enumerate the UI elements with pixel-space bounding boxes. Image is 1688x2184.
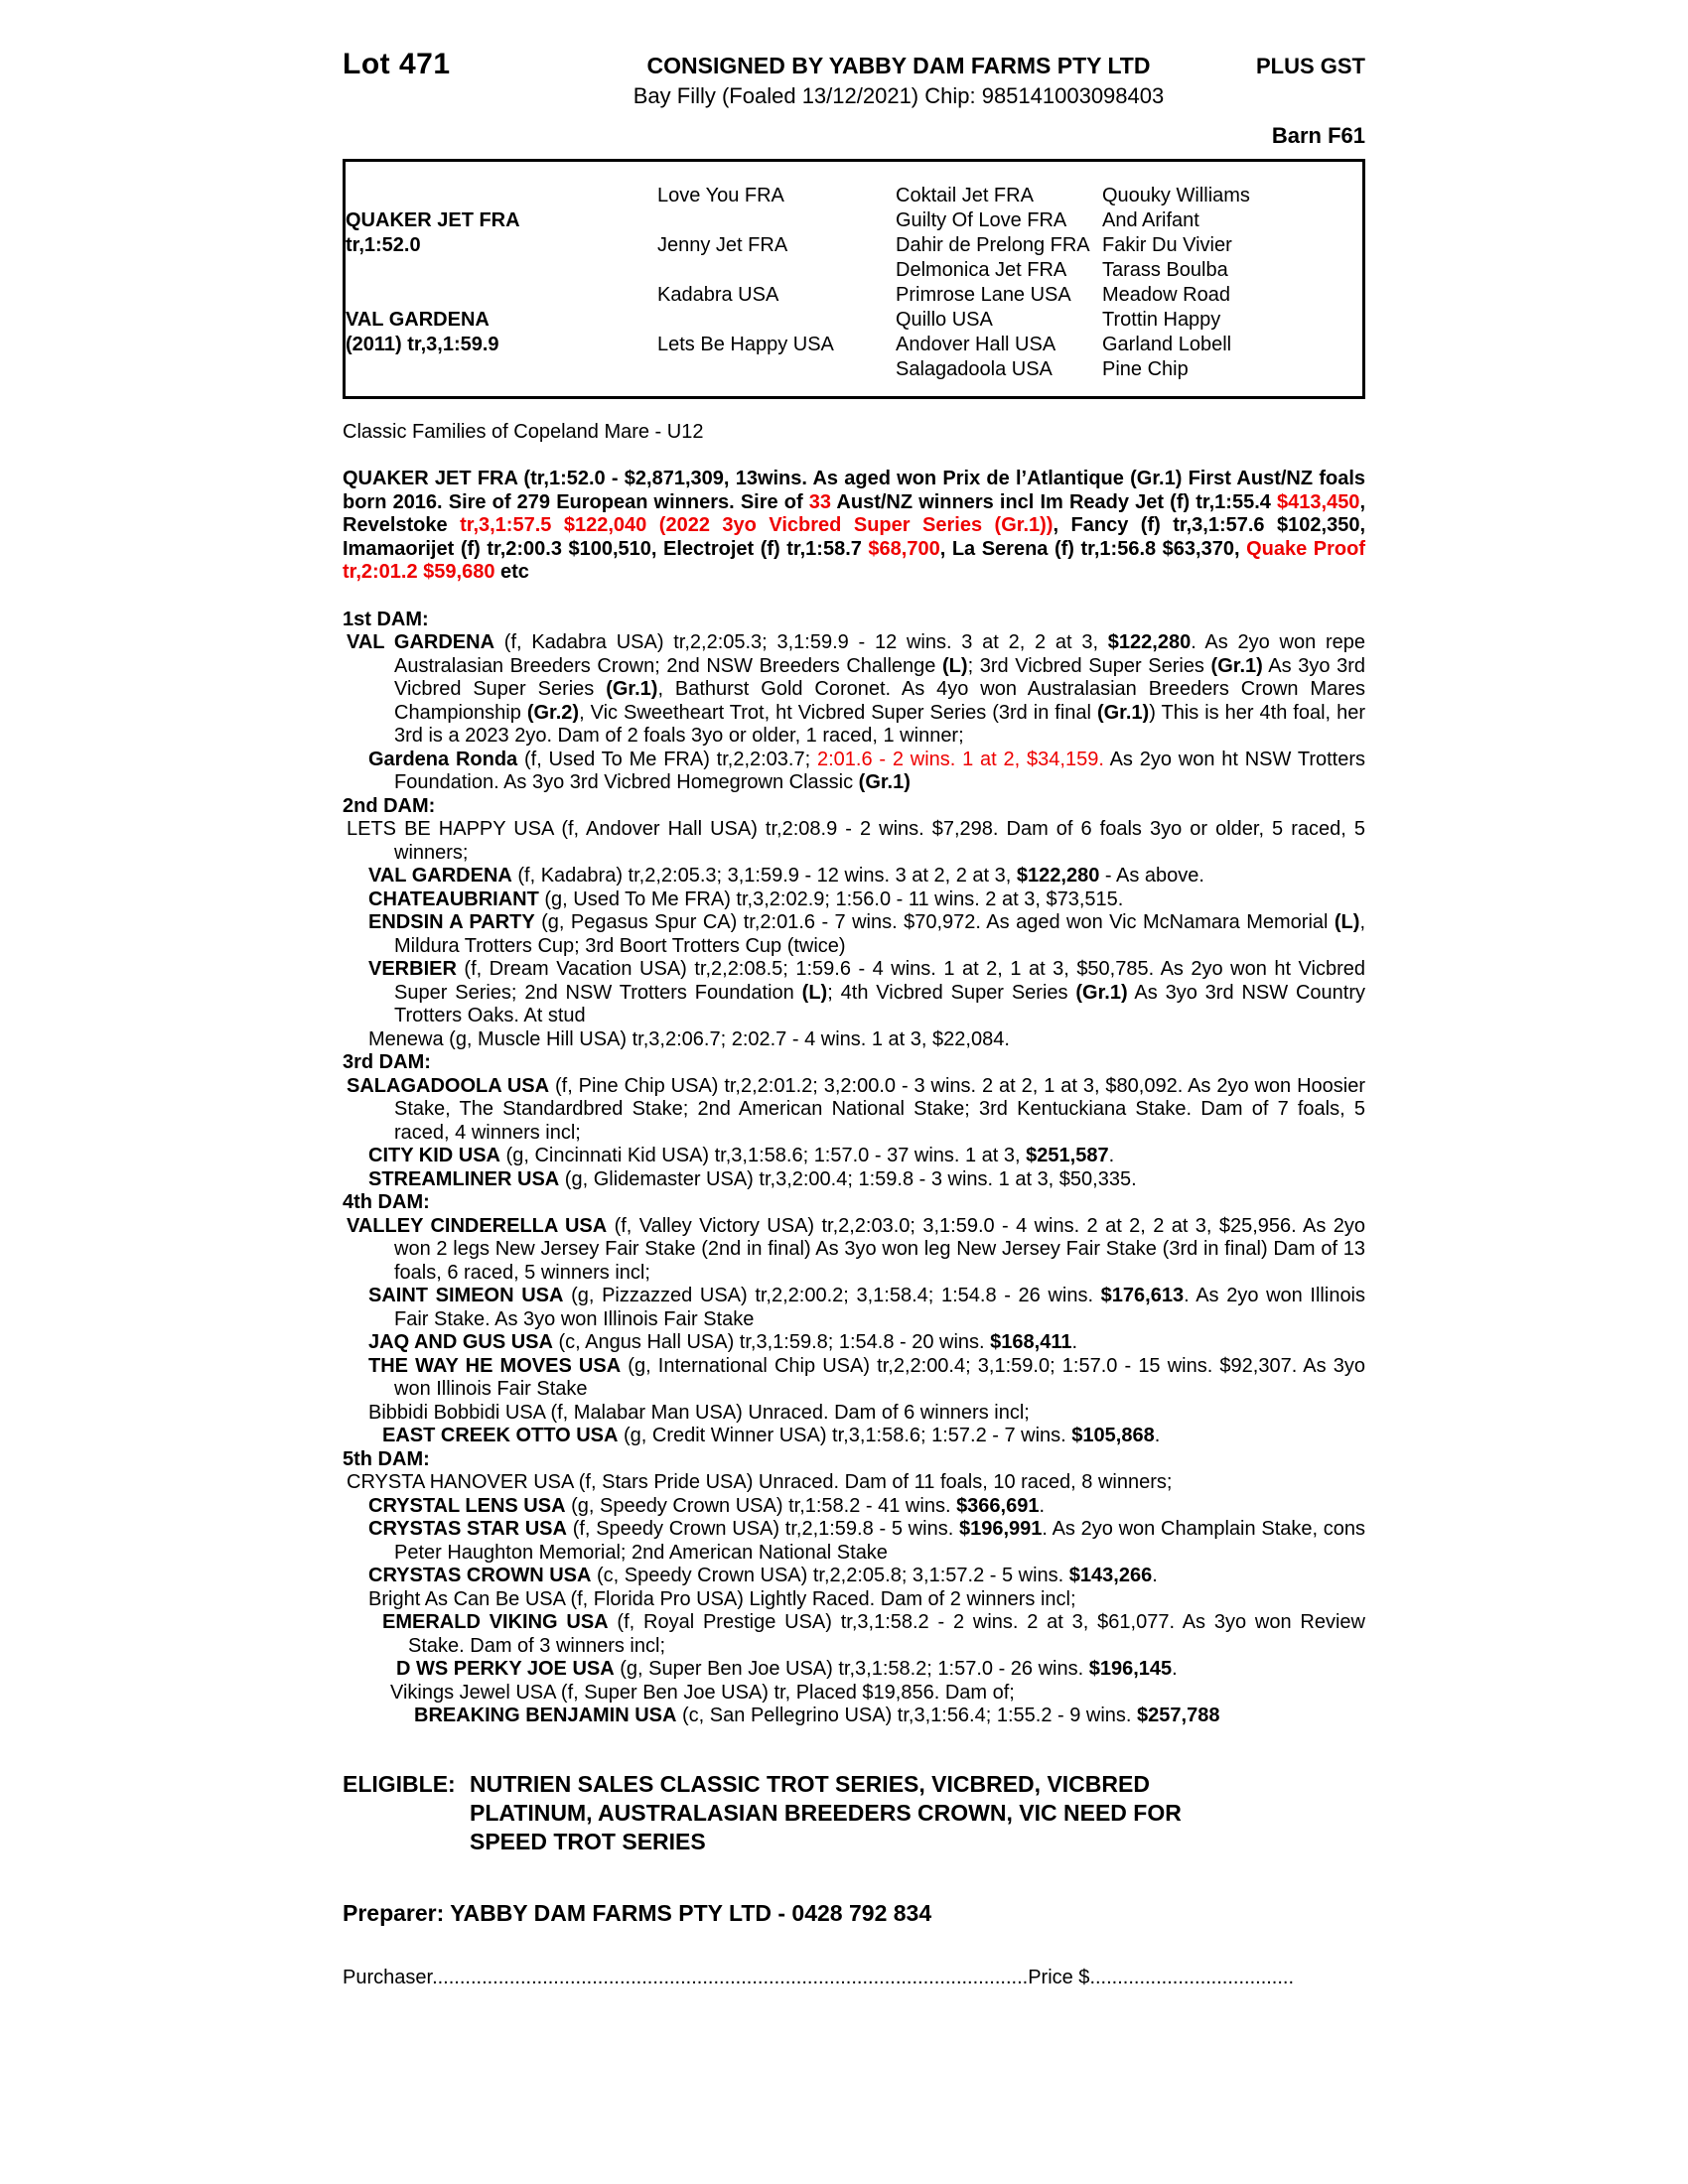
- pedigree-cell: Meadow Road: [1102, 284, 1230, 306]
- eligible-line: SPEED TROT SERIES: [470, 1828, 706, 1854]
- dam4-heading: 4th DAM:: [343, 1191, 430, 1213]
- dam5-heading: 5th DAM:: [343, 1447, 430, 1470]
- pedigree-table-body: [346, 184, 1362, 382]
- menewa-produce: Menewa (g, Muscle Hill USA) tr,3,2:06.7; 2:02.7 - 4 wins. 1 at 3, $22,084.: [368, 1027, 1010, 1050]
- crystas-star-produce: CRYSTAS STAR USA (f, Speedy Crown USA) tr,2,1:59.8 - 5 wins. $196,991. As 2yo won Champlain Stake, cons Peter Haughton Memorial; 2nd American National Stake: [368, 1518, 1366, 1564]
- pedigree-cell: Delmonica Jet FRA: [896, 259, 1067, 281]
- verbier-produce: VERBIER (f, Dream Vacation USA) tr,2,2:08.5; 1:59.6 - 4 wins. 1 at 2, 1 at 3, $50,785. As 2yo won ht Vicbred Super Series; 2nd NSW Trotters Foundation (L); 4th Vicbred Super Series (Gr.1) As 3yo 3rd NSW Country Trotters Oaks. At stud: [368, 958, 1365, 1026]
- the-way-he-moves-produce: THE WAY HE MOVES USA (g, International Chip USA) tr,2,2:00.4; 3,1:59.0; 1:57.0 - 15 wins. $92,307. As 3yo won Illinois Fair Stake: [368, 1354, 1365, 1400]
- pedigree-cell: Andover Hall USA: [896, 334, 1056, 355]
- val-gardena-entry: VAL GARDENA (f, Kadabra USA) tr,2,2:05.3; 3,1:59.9 - 12 wins. 3 at 2, 2 at 3, $122,280. As 2yo won repe Australasian Breeders Crown; 2nd NSW Breeders Challenge (L); 3rd Vicbred Super Series (Gr.1) As 3yo 3rd Vicbred Super Series (Gr.1), Bathurst Gold Coronet. As 4yo won Australasian Breeders Crown Mares Championship (Gr.2), Vic Sweetheart Trot, ht Vicbred Super Series (3rd in final (Gr.1)) This is her 4th foal, her 3rd is a 2023 2yo. Dam of 2 foals 3yo or older, 1 raced, 1 winner;: [347, 631, 1366, 747]
- pedigree-cell: Guilty Of Love FRA: [896, 209, 1067, 231]
- plus-gst-label: PLUS GST: [1255, 54, 1365, 78]
- pedigree-cell: Quouky Williams: [1102, 185, 1250, 206]
- crysta-hanover-entry: CRYSTA HANOVER USA (f, Stars Pride USA) Unraced. Dam of 11 foals, 10 raced, 8 winners;: [347, 1471, 1173, 1493]
- pedigree-cell: Love You FRA: [657, 185, 784, 206]
- saint-simeon-produce: SAINT SIMEON USA (g, Pizzazzed USA) tr,2,2:00.2; 3,1:58.4; 1:54.8 - 26 wins. $176,613. As 2yo won Illinois Fair Stake. As 3yo won Illinois Fair Stake: [368, 1285, 1366, 1330]
- pedigree-cell: Coktail Jet FRA: [896, 185, 1034, 206]
- pedigree-cell: [657, 357, 896, 382]
- pedigree-cell: VAL GARDENA: [346, 309, 490, 331]
- pedigree-cell: Lets Be Happy USA: [657, 334, 834, 355]
- pedigree-cell: Jenny Jet FRA: [657, 234, 788, 256]
- pedigree-row: [346, 258, 1362, 283]
- vikings-jewel-produce: Vikings Jewel USA (f, Super Ben Joe USA) tr, Placed $19,856. Dam of;: [390, 1681, 1015, 1704]
- pedigree-cell: Dahir de Prelong FRA: [896, 234, 1090, 256]
- header-line2: [343, 83, 1365, 109]
- salagadoola-entry: SALAGADOOLA USA (f, Pine Chip USA) tr,2,2:01.2; 3,2:00.0 - 3 wins. 2 at 2, 1 at 3, $80,092. As 2yo won Hoosier Stake, The Standardbred Stake; 2nd American National Stake; 3rd Kentuckiana Stake. Dam of 7 foals, 5 raced, 4 winners incl;: [347, 1074, 1366, 1144]
- pedigree-row: [346, 233, 1362, 258]
- crystas-crown-produce: CRYSTAS CROWN USA (c, Speedy Crown USA) tr,2,2:05.8; 3,1:57.2 - 5 wins. $143,266.: [368, 1565, 1158, 1586]
- pedigree-cell: [657, 308, 896, 333]
- breaking-benjamin-produce: BREAKING BENJAMIN USA (c, San Pellegrino USA) tr,3,1:56.4; 1:55.2 - 9 wins. $257,788: [414, 1705, 1220, 1726]
- pedigree-cell: (2011) tr,3,1:59.9: [346, 334, 499, 355]
- eligible-line: NUTRIEN SALES CLASSIC TROT SERIES, VICBRED, VICBRED: [470, 1770, 1150, 1797]
- pedigree-cell: And Arifant: [1102, 209, 1199, 231]
- barn-label: Barn F61: [1271, 123, 1365, 148]
- price-label: Price $: [1028, 1966, 1090, 1988]
- pedigree-table-frame: [343, 159, 1365, 399]
- consignor-title: CONSIGNED BY YABBY DAM FARMS PTY LTD: [646, 53, 1151, 78]
- purchaser-fill-line: ............................................................................................................: [432, 1966, 1029, 1988]
- pedigree-row: [346, 333, 1362, 357]
- pedigree-cell: Primrose Lane USA: [896, 284, 1071, 306]
- pedigree-row: [346, 208, 1362, 233]
- pedigree-cell: Trottin Happy: [1102, 309, 1221, 331]
- family-classification: Classic Families of Copeland Mare - U12: [343, 421, 704, 443]
- pedigree-cell: [657, 208, 896, 233]
- streamliner-produce: STREAMLINER USA (g, Glidemaster USA) tr,3,2:00.4; 1:59.8 - 3 wins. 1 at 3, $50,335.: [368, 1167, 1137, 1190]
- pedigree-cell: [657, 258, 896, 283]
- pedigree-cell: Tarass Boulba: [1102, 259, 1228, 281]
- pedigree-cell: Quillo USA: [896, 309, 993, 331]
- preparer-line: Preparer: YABBY DAM FARMS PTY LTD - 0428 792 834: [343, 1899, 932, 1926]
- purchaser-label: Purchaser: [343, 1966, 433, 1988]
- price-fill-line: .....................................: [1089, 1966, 1295, 1988]
- eligible-block: [343, 1770, 1365, 1856]
- pedigree-row: [346, 357, 1362, 382]
- pedigree-row: [346, 184, 1362, 208]
- bright-as-can-be-produce: Bright As Can Be USA (f, Florida Pro USA) Lightly Raced. Dam of 2 winners incl;: [368, 1587, 1076, 1610]
- valley-cinderella-entry: VALLEY CINDERELLA USA (f, Valley Victory USA) tr,2,2:03.0; 3,1:59.0 - 4 wins. 2 at 2, 2 at 3, $25,956. As 2yo won 2 legs New Jersey Fair Stake (2nd in final) As 3yo won leg New Jersey Fair Stake (3rd in final) Dam of 13 foals, 6 raced, 5 winners incl;: [347, 1214, 1365, 1284]
- lot-number: Lot 471: [343, 48, 451, 80]
- pedigree-cell: Garland Lobell: [1102, 334, 1232, 355]
- city-kid-produce: CITY KID USA (g, Cincinnati Kid USA) tr,3,1:58.6; 1:57.0 - 37 wins. 1 at 3, $251,587.: [368, 1145, 1115, 1166]
- pedigree-cell: Pine Chip: [1102, 358, 1189, 380]
- pedigree-cell: [346, 283, 657, 308]
- dam3-heading: 3rd DAM:: [343, 1051, 431, 1073]
- chateaubriant-produce: CHATEAUBRIANT (g, Used To Me FRA) tr,3,2:02.9; 1:56.0 - 11 wins. 2 at 3, $73,515.: [368, 887, 1124, 910]
- pedigree-cell: QUAKER JET FRA: [346, 209, 520, 231]
- pedigree-cell: [346, 258, 657, 283]
- gardena-ronda-produce: Gardena Ronda (f, Used To Me FRA) tr,2,2:03.7; 2:01.6 - 2 wins. 1 at 2, $34,159. As 2yo won ht NSW Trotters Foundation. As 3yo 3rd Vicbred Homegrown Classic (Gr.1): [368, 748, 1365, 793]
- d-ws-perky-joe-produce: D WS PERKY JOE USA (g, Super Ben Joe USA) tr,3,1:58.2; 1:57.0 - 26 wins. $196,145.: [396, 1658, 1178, 1680]
- pedigree-cell: tr,1:52.0: [346, 234, 421, 256]
- dam2-heading: 2nd DAM:: [343, 794, 436, 817]
- pedigree-row: [346, 308, 1362, 333]
- header: [343, 48, 1365, 81]
- eligible-line: PLATINUM, AUSTRALASIAN BREEDERS CROWN, VIC NEED FOR: [470, 1799, 1182, 1826]
- eligible-lines: [470, 1770, 1182, 1856]
- horse-description: Bay Filly (Foaled 13/12/2021) Chip: 985141003098403: [633, 83, 1165, 108]
- pedigree-body: [343, 468, 1365, 1728]
- pedigree-row: [346, 283, 1362, 308]
- pedigree-cell: Fakir Du Vivier: [1102, 234, 1232, 256]
- pedigree-table: [346, 184, 1362, 382]
- emerald-viking-produce: EMERALD VIKING USA (f, Royal Prestige USA) tr,3,1:58.2 - 2 wins. 2 at 3, $61,077. As 3yo won Review Stake. Dam of 3 winners incl;: [382, 1611, 1365, 1657]
- endsin-a-party-produce: ENDSIN A PARTY (g, Pegasus Spur CA) tr,2:01.6 - 7 wins. $70,972. As aged won Vic McNamara Memorial (L), Mildura Trotters Cup; 3rd Boort Trotters Cup (twice): [368, 911, 1365, 957]
- eligible-label: ELIGIBLE:: [343, 1770, 456, 1797]
- east-creek-otto-produce: EAST CREEK OTTO USA (g, Credit Winner USA) tr,3,1:58.6; 1:57.2 - 7 wins. $105,868.: [382, 1425, 1161, 1446]
- sire-paragraph: QUAKER JET FRA (tr,1:52.0 - $2,871,309, 13wins. As aged won Prix de l’Atlantique (Gr.1) First Aust/NZ foals born 2016. Sire of 279 European winners. Sire of 33 Aust/NZ winners incl Im Ready Jet (f) tr,1:55.4 $413,450, Revelstoke tr,3,1:57.5 $122,040 (2022 3yo Vicbred Super Series (Gr.1)), Fancy (f) tr,3,1:57.6 $102,350, Imamaorijet (f) tr,2:00.3 $100,510, Electrojet (f) tr,1:58.7 $68,700, La Serena (f) tr,1:56.8 $63,370, Quake Proof tr,2:01.2 $59,680 etc: [343, 468, 1366, 583]
- jaq-and-gus-produce: JAQ AND GUS USA (c, Angus Hall USA) tr,3,1:59.8; 1:54.8 - 20 wins. $168,411.: [368, 1331, 1078, 1353]
- pedigree-cell: [346, 357, 657, 382]
- pedigree-cell: Salagadoola USA: [896, 358, 1053, 380]
- pedigree-cell: [346, 184, 657, 208]
- pedigree-cell: Kadabra USA: [657, 284, 779, 306]
- purchaser-row: [343, 1967, 1365, 1989]
- crystal-lens-produce: CRYSTAL LENS USA (g, Speedy Crown USA) tr,1:58.2 - 41 wins. $366,691.: [368, 1494, 1046, 1517]
- lets-be-happy-entry: LETS BE HAPPY USA (f, Andover Hall USA) tr,2:08.9 - 2 wins. $7,298. Dam of 6 foals 3yo or older, 5 raced, 5 winners;: [347, 818, 1365, 864]
- dam1-heading: 1st DAM:: [343, 608, 429, 630]
- val-gardena-produce: VAL GARDENA (f, Kadabra) tr,2,2:05.3; 3,1:59.9 - 12 wins. 3 at 2, 2 at 3, $122,280 - As above.: [368, 865, 1204, 887]
- bibbidi-bobbidi-produce: Bibbidi Bobbidi USA (f, Malabar Man USA) Unraced. Dam of 6 winners incl;: [368, 1401, 1030, 1424]
